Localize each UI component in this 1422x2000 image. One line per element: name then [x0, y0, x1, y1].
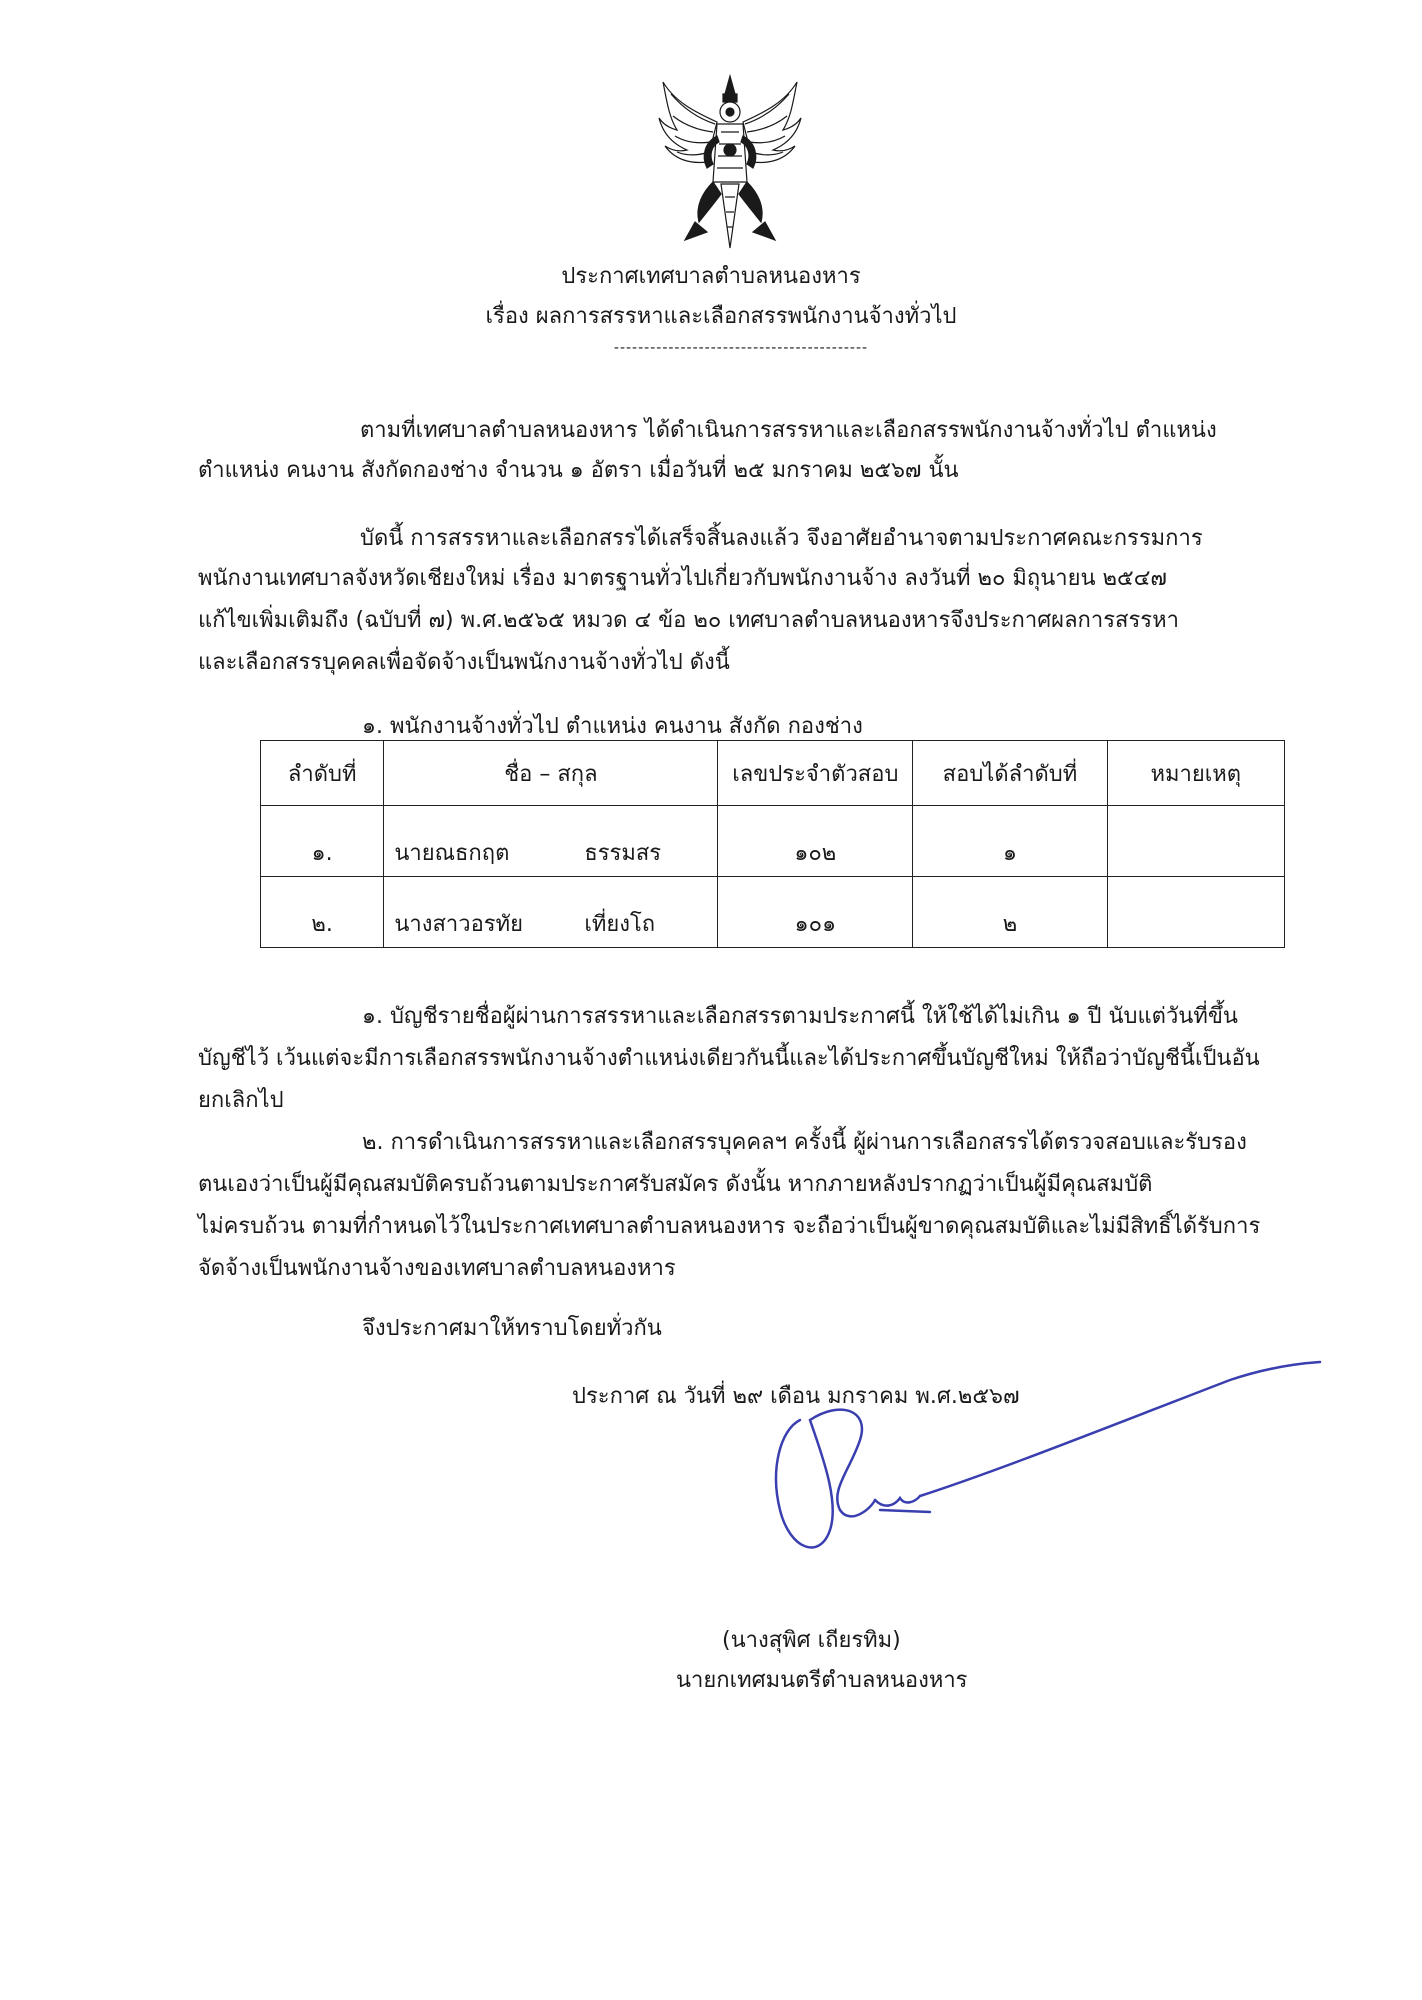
intro-line-2: ตำแหน่ง คนงาน สังกัดกองช่าง จำนวน ๑ อัตรา เมื่อวันที่ ๒๕ มกราคม ๒๕๖๗ นั้น — [198, 458, 959, 483]
announcement-line-1: บัดนี้ การสรรหาและเลือกสรรได้เสร็จสิ้นลงแล้ว จึงอาศัยอำนาจตามประกาศคณะกรรมการ — [360, 526, 1203, 551]
announcement-date: ประกาศ ณ วันที่ ๒๙ เดือน มกราคม พ.ศ.๒๕๖๗ — [572, 1384, 1020, 1409]
intro-line-1: ตามที่เทศบาลตำบลหนองหาร ได้ดำเนินการสรรหาและเลือกสรรพนักงานจ้างทั่วไป ตำแหน่ง — [360, 418, 1217, 443]
header-remarks: หมายเหตุ — [1107, 741, 1284, 806]
table-header-row — [261, 741, 1285, 806]
cell-exam-number: ๑๐๒ — [718, 806, 913, 877]
garuda-emblem-icon — [655, 72, 805, 252]
cell-remarks — [1107, 877, 1284, 948]
cell-last-name: ธรรมสร — [584, 841, 662, 866]
document-title: ประกาศเทศบาลตำบลหนองหาร — [561, 264, 861, 289]
condition-2-line-2: ตนเองว่าเป็นผู้มีคุณสมบัติครบถ้วนตามประกาศรับสมัคร ดังนั้น หากภายหลังปรากฏว่าเป็นผู้มีคุณสมบัติ — [198, 1172, 1153, 1197]
cell-name — [384, 877, 718, 948]
header-exam-number: เลขประจำตัวสอบ — [718, 741, 913, 806]
cell-first-name: นางสาวอรทัย — [394, 912, 524, 937]
cell-name — [384, 806, 718, 877]
header-order: ลำดับที่ — [261, 741, 384, 806]
cell-order: ๒. — [261, 877, 384, 948]
cell-order: ๑. — [261, 806, 384, 877]
condition-2-line-4: จัดจ้างเป็นพนักงานจ้างของเทศบาลตำบลหนองหาร — [198, 1256, 676, 1281]
announcement-line-3: แก้ไขเพิ่มเติมถึง (ฉบับที่ ๗) พ.ศ.๒๕๖๕ หมวด ๔ ข้อ ๒๐ เทศบาลตำบลหนองหารจึงประกาศผลการสรรหา — [198, 608, 1179, 633]
signatory-name: (นางสุพิศ เถียรทิม) — [722, 1628, 901, 1653]
announcement-line-2: พนักงานเทศบาลจังหวัดเชียงใหม่ เรื่อง มาตรฐานทั่วไปเกี่ยวกับพนักงานจ้าง ลงวันที่ ๒๐ มิถุนายน ๒๕๔๗ — [198, 566, 1167, 591]
closing-statement: จึงประกาศมาให้ทราบโดยทั่วกัน — [362, 1316, 662, 1341]
signatory-position: นายกเทศมนตรีตำบลหนองหาร — [676, 1668, 968, 1693]
section-1-heading: ๑. พนักงานจ้างทั่วไป ตำแหน่ง คนงาน สังกัด กองช่าง — [362, 714, 863, 739]
condition-2-line-1: ๒. การดำเนินการสรรหาและเลือกสรรบุคคลฯ ครั้งนี้ ผู้ผ่านการเลือกสรรได้ตรวจสอบและรับรอง — [362, 1130, 1247, 1155]
cell-first-name: นายณธกฤต — [394, 841, 510, 866]
condition-1-line-2: บัญชีไว้ เว้นแต่จะมีการเลือกสรรพนักงานจ้างตำแหน่งเดียวกันนี้และได้ประกาศขึ้นบัญชีใหม่ ให้ถือว่าบัญชีนี้เป็นอัน — [198, 1046, 1260, 1071]
cell-exam-number: ๑๐๑ — [718, 877, 913, 948]
header-rank: สอบได้ลำดับที่ — [913, 741, 1107, 806]
announcement-line-4: และเลือกสรรบุคคลเพื่อจัดจ้างเป็นพนักงานจ้างทั่วไป ดังนี้ — [198, 650, 730, 675]
cell-last-name: เที่ยงโถ — [584, 912, 656, 937]
table-row — [261, 877, 1285, 948]
title-divider: ------------------------------------------ — [613, 340, 869, 356]
cell-rank: ๒ — [913, 877, 1107, 948]
condition-2-line-3: ไม่ครบถ้วน ตามที่กำหนดไว้ในประกาศเทศบาลตำบลหนองหาร จะถือว่าเป็นผู้ขาดคุณสมบัติและไม่มีสิทธิ์ได้รับการ — [198, 1214, 1261, 1239]
document-subject: เรื่อง ผลการสรรหาและเลือกสรรพนักงานจ้างทั่วไป — [485, 304, 957, 329]
cell-remarks — [1107, 806, 1284, 877]
cell-rank: ๑ — [913, 806, 1107, 877]
results-table — [260, 740, 1285, 948]
table-row — [261, 806, 1285, 877]
header-name: ชื่อ – สกุล — [384, 741, 718, 806]
signature-icon — [670, 1360, 1330, 1580]
condition-1-line-1: ๑. บัญชีรายชื่อผู้ผ่านการสรรหาและเลือกสรรตามประกาศนี้ ให้ใช้ได้ไม่เกิน ๑ ปี นับแต่วันที่ขึ้น — [362, 1004, 1238, 1029]
condition-1-line-3: ยกเลิกไป — [198, 1088, 284, 1113]
